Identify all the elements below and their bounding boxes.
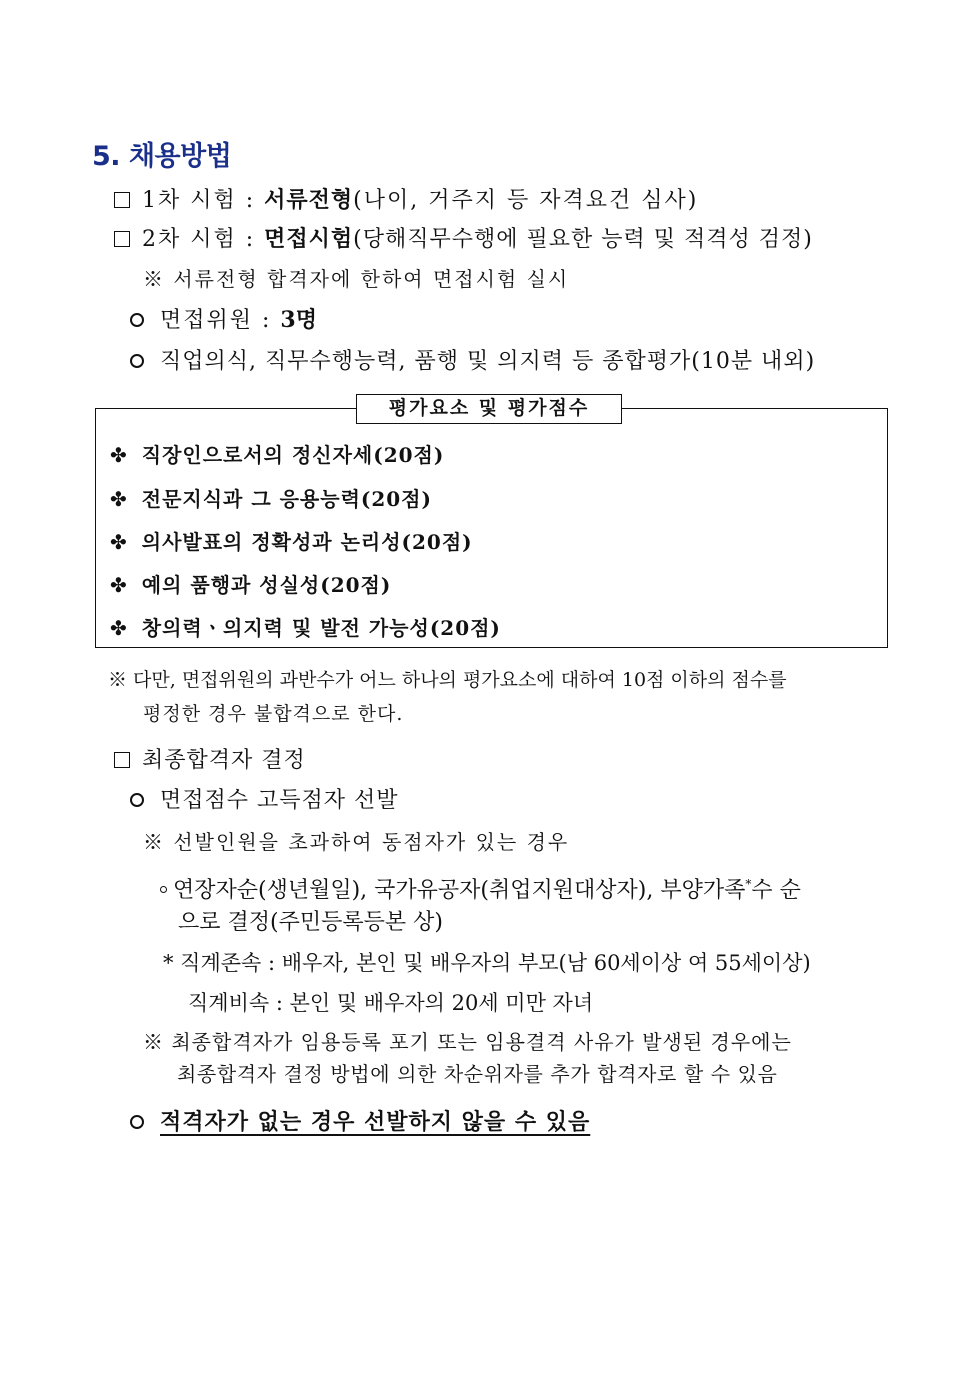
fleur-bullet-icon: ✤ xyxy=(110,616,128,640)
section-title: 5. 채용방법 xyxy=(92,141,232,172)
tie-rule-text-end: 수 순 xyxy=(751,878,801,903)
dependents-line2: 직계비속 : 본인 및 배우자의 20세 미만 자녀 xyxy=(188,991,594,1015)
step1-label: 1차 시험 : xyxy=(142,188,265,213)
eval-item xyxy=(110,442,444,468)
tie-note: ※ 선발인원을 초과하여 동점자가 있는 경우 xyxy=(143,830,570,854)
interviewers-line xyxy=(130,306,317,335)
alt-note-line1: ※ 최종합격자가 임용등록 포기 또는 임용결격 사유가 발생된 경우에는 xyxy=(143,1030,792,1054)
alt-note-line2: 최종합격자 결정 방법에 의한 차순위자를 추가 합격자로 할 수 있음 xyxy=(177,1062,778,1086)
fleur-bullet-icon: ✤ xyxy=(110,443,128,467)
step1-bold: 서류전형 xyxy=(264,187,354,213)
eval-item-text: 예의 품행과 성실성(20점) xyxy=(141,573,392,597)
small-circle-bullet-icon xyxy=(160,886,167,893)
interviewers-label: 면접위원 : xyxy=(160,308,281,333)
final-select-text: 면접점수 고득점자 선발 xyxy=(160,788,399,813)
eval-item xyxy=(110,615,501,641)
evaluation-text: 직업의식, 직무수행능력, 품행 및 의지력 등 종합평가(10분 내외) xyxy=(160,349,816,374)
fleur-bullet-icon: ✤ xyxy=(110,573,128,597)
circle-bullet-icon xyxy=(130,1115,144,1129)
eval-item xyxy=(110,572,391,598)
tie-rule-text: 연장자순(생년월일), 국가유공자(취업지원대상자), 부양가족 xyxy=(173,878,746,903)
fleur-bullet-icon: ✤ xyxy=(110,530,128,554)
step1-rest: (나이, 거주지 등 자격요건 심사) xyxy=(353,188,699,213)
fleur-bullet-icon: ✤ xyxy=(110,487,128,511)
square-bullet-icon xyxy=(114,231,130,247)
eval-item-text: 전문지식과 그 응용능력(20점) xyxy=(141,487,432,511)
fail-note-line2: 평정한 경우 불합격으로 한다. xyxy=(143,703,404,725)
eval-item xyxy=(110,486,432,512)
eval-item-text: 창의력ㆍ의지력 및 발전 가능성(20점) xyxy=(141,616,501,640)
dependents-line1: * 직계존속 : 배우자, 본인 및 배우자의 부모(남 60세이상 여 55세이상) xyxy=(163,951,811,975)
step2-rest: (당해직무수행에 필요한 능력 및 적격성 검정) xyxy=(353,227,813,252)
eval-item-text: 의사발표의 정확성과 논리성(20점) xyxy=(141,530,473,554)
final-line-text: 적격자가 없는 경우 선발하지 않을 수 있음 xyxy=(160,1109,591,1135)
evaluation-line xyxy=(130,348,815,376)
final-select-line xyxy=(130,787,399,815)
eval-item xyxy=(110,529,473,555)
step2-note: ※ 서류전형 합격자에 한하여 면접시험 실시 xyxy=(143,267,570,291)
tie-rule-line1 xyxy=(160,870,801,905)
final-heading: 최종합격자 결정 xyxy=(142,748,306,773)
step1-line xyxy=(114,186,698,215)
circle-bullet-icon xyxy=(130,354,144,368)
square-bullet-icon xyxy=(114,192,130,208)
step2-line xyxy=(114,225,813,254)
evaluation-box-title: 평가요소 및 평가점수 xyxy=(356,394,622,424)
step2-label: 2차 시험 : xyxy=(142,227,265,252)
asterisk-mark: * xyxy=(745,877,752,891)
interviewers-count: 3명 xyxy=(280,307,317,333)
final-heading-line xyxy=(114,747,306,775)
eval-item-text: 직장인으로서의 정신자세(20점) xyxy=(141,443,445,467)
circle-bullet-icon xyxy=(130,313,144,327)
square-bullet-icon xyxy=(114,752,130,768)
tie-rule-line2: 으로 결정(주민등록등본 상) xyxy=(178,910,443,935)
fail-note-line1: ※ 다만, 면접위원의 과반수가 어느 하나의 평가요소에 대하여 10점 이하의 점수를 xyxy=(108,669,787,691)
final-line xyxy=(130,1108,590,1137)
step2-bold: 면접시험 xyxy=(264,226,354,252)
circle-bullet-icon xyxy=(130,793,144,807)
